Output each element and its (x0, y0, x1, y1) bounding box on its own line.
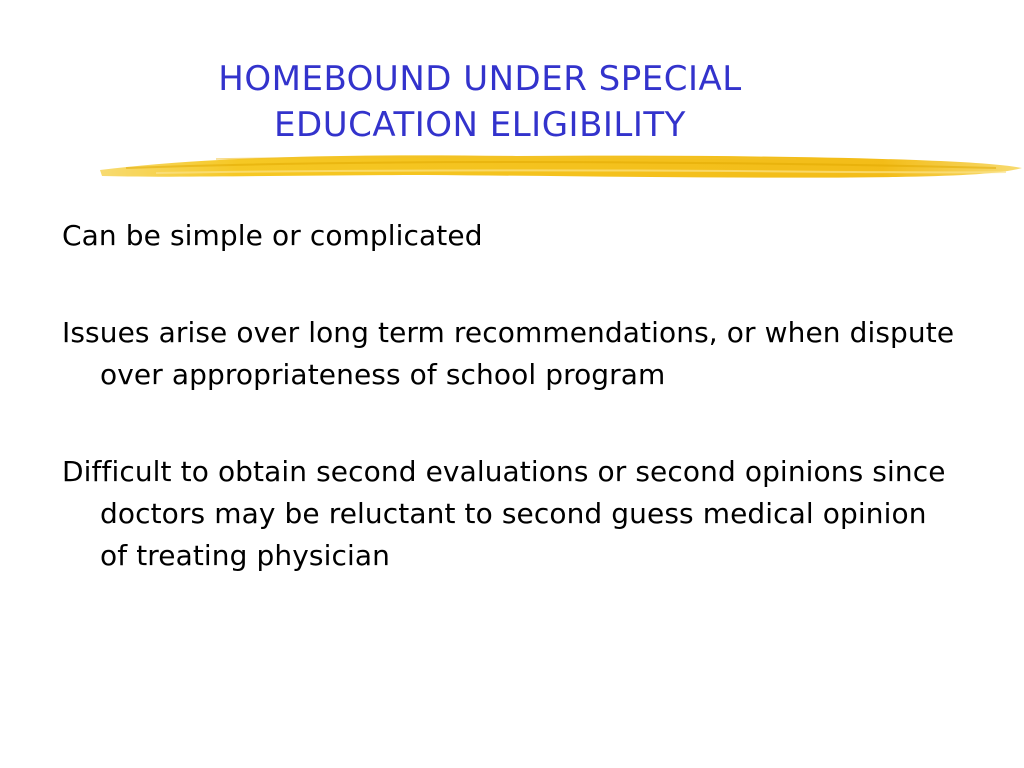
bullet-list (62, 215, 962, 632)
bullet-item: Difficult to obtain second evaluations or second opinions since doctors may be reluctant to second guess medical opinion of treating physician (62, 455, 946, 572)
title-line-2: EDUCATION ELIGIBILITY (274, 105, 686, 145)
bullet-item: Can be simple or complicated (62, 219, 483, 252)
bullet-item: Issues arise over long term recommendations, or when dispute over appropriateness of school program (62, 316, 955, 391)
title-line-1: HOMEBOUND UNDER SPECIAL (218, 59, 742, 99)
yellow-brush-underline (96, 146, 1024, 190)
slide-title (120, 56, 840, 148)
